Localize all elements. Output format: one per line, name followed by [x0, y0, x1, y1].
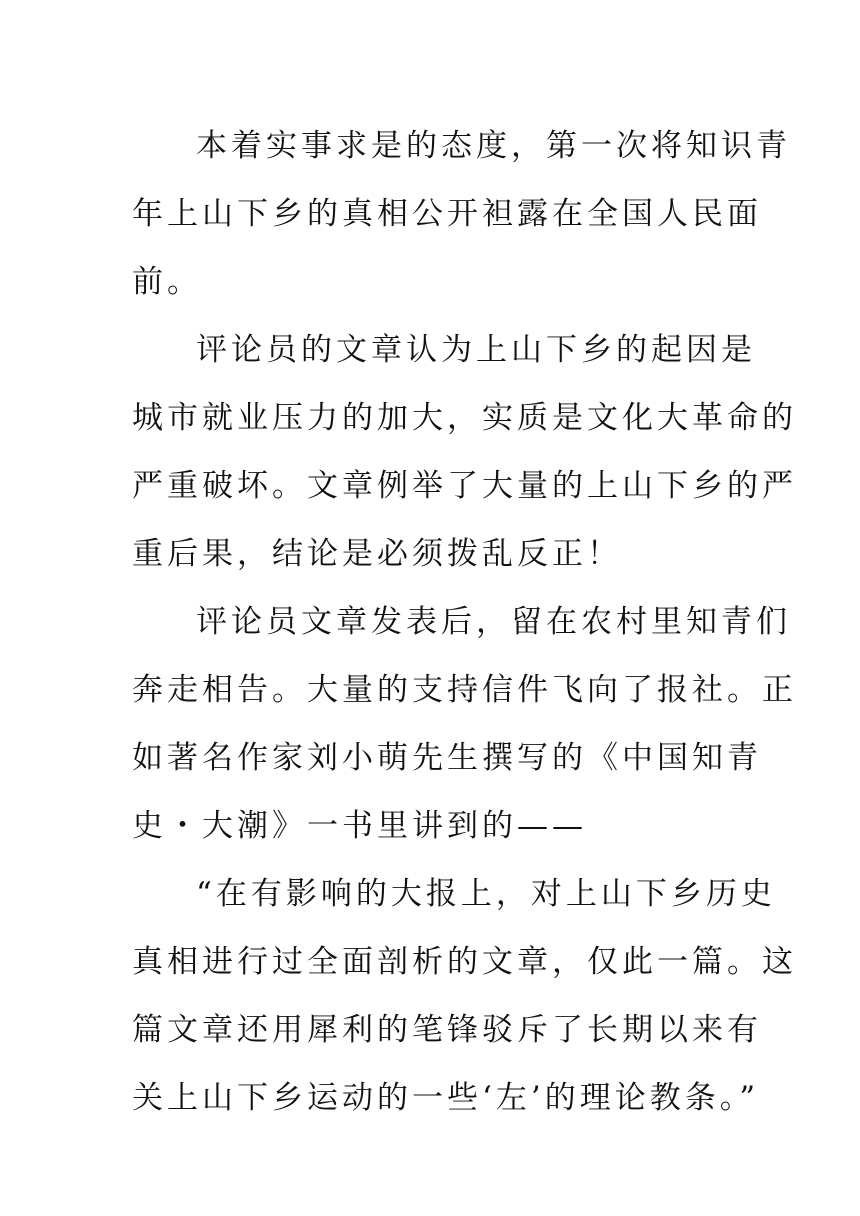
paragraph-line: 重后果，结论是必须拨乱反正！: [132, 536, 622, 572]
paragraph-line: “在有影响的大报上，对上山下乡历史: [196, 876, 776, 912]
paragraph-line: 奔走相告。大量的支持信件飞向了报社。正: [132, 672, 797, 708]
paragraph-line: 严重破坏。文章例举了大量的上山下乡的严: [132, 468, 797, 504]
paragraph-line: 如著名作家刘小萌先生撰写的《中国知青: [132, 740, 762, 776]
paragraph-1: [132, 112, 791, 316]
paragraph-line: 真相进行过全面剖析的文章，仅此一篇。这: [132, 944, 797, 980]
paragraph-line: 本着实事求是的态度，第一次将知识青: [196, 128, 791, 164]
paragraph-2: [132, 316, 797, 588]
paragraph-line: 城市就业压力的加大，实质是文化大革命的: [132, 400, 797, 436]
paragraph-line: 篇文章还用犀利的笔锋驳斥了长期以来有: [132, 1012, 762, 1048]
paragraph-4: [132, 860, 797, 1132]
paragraph-line: 关上山下乡运动的一些‘左’的理论教条。”: [132, 1080, 760, 1116]
paragraph-line: 评论员的文章认为上山下乡的起因是: [196, 332, 756, 368]
paragraph-line: 前。: [132, 264, 202, 300]
paragraph-line: 评论员文章发表后，留在农村里知青们: [196, 604, 791, 640]
article-body: [132, 112, 797, 1132]
paragraph-line: 年上山下乡的真相公开袒露在全国人民面: [132, 196, 762, 232]
paragraph-3: [132, 588, 797, 860]
paragraph-line: 史・大潮》一书里讲到的——: [132, 808, 587, 844]
